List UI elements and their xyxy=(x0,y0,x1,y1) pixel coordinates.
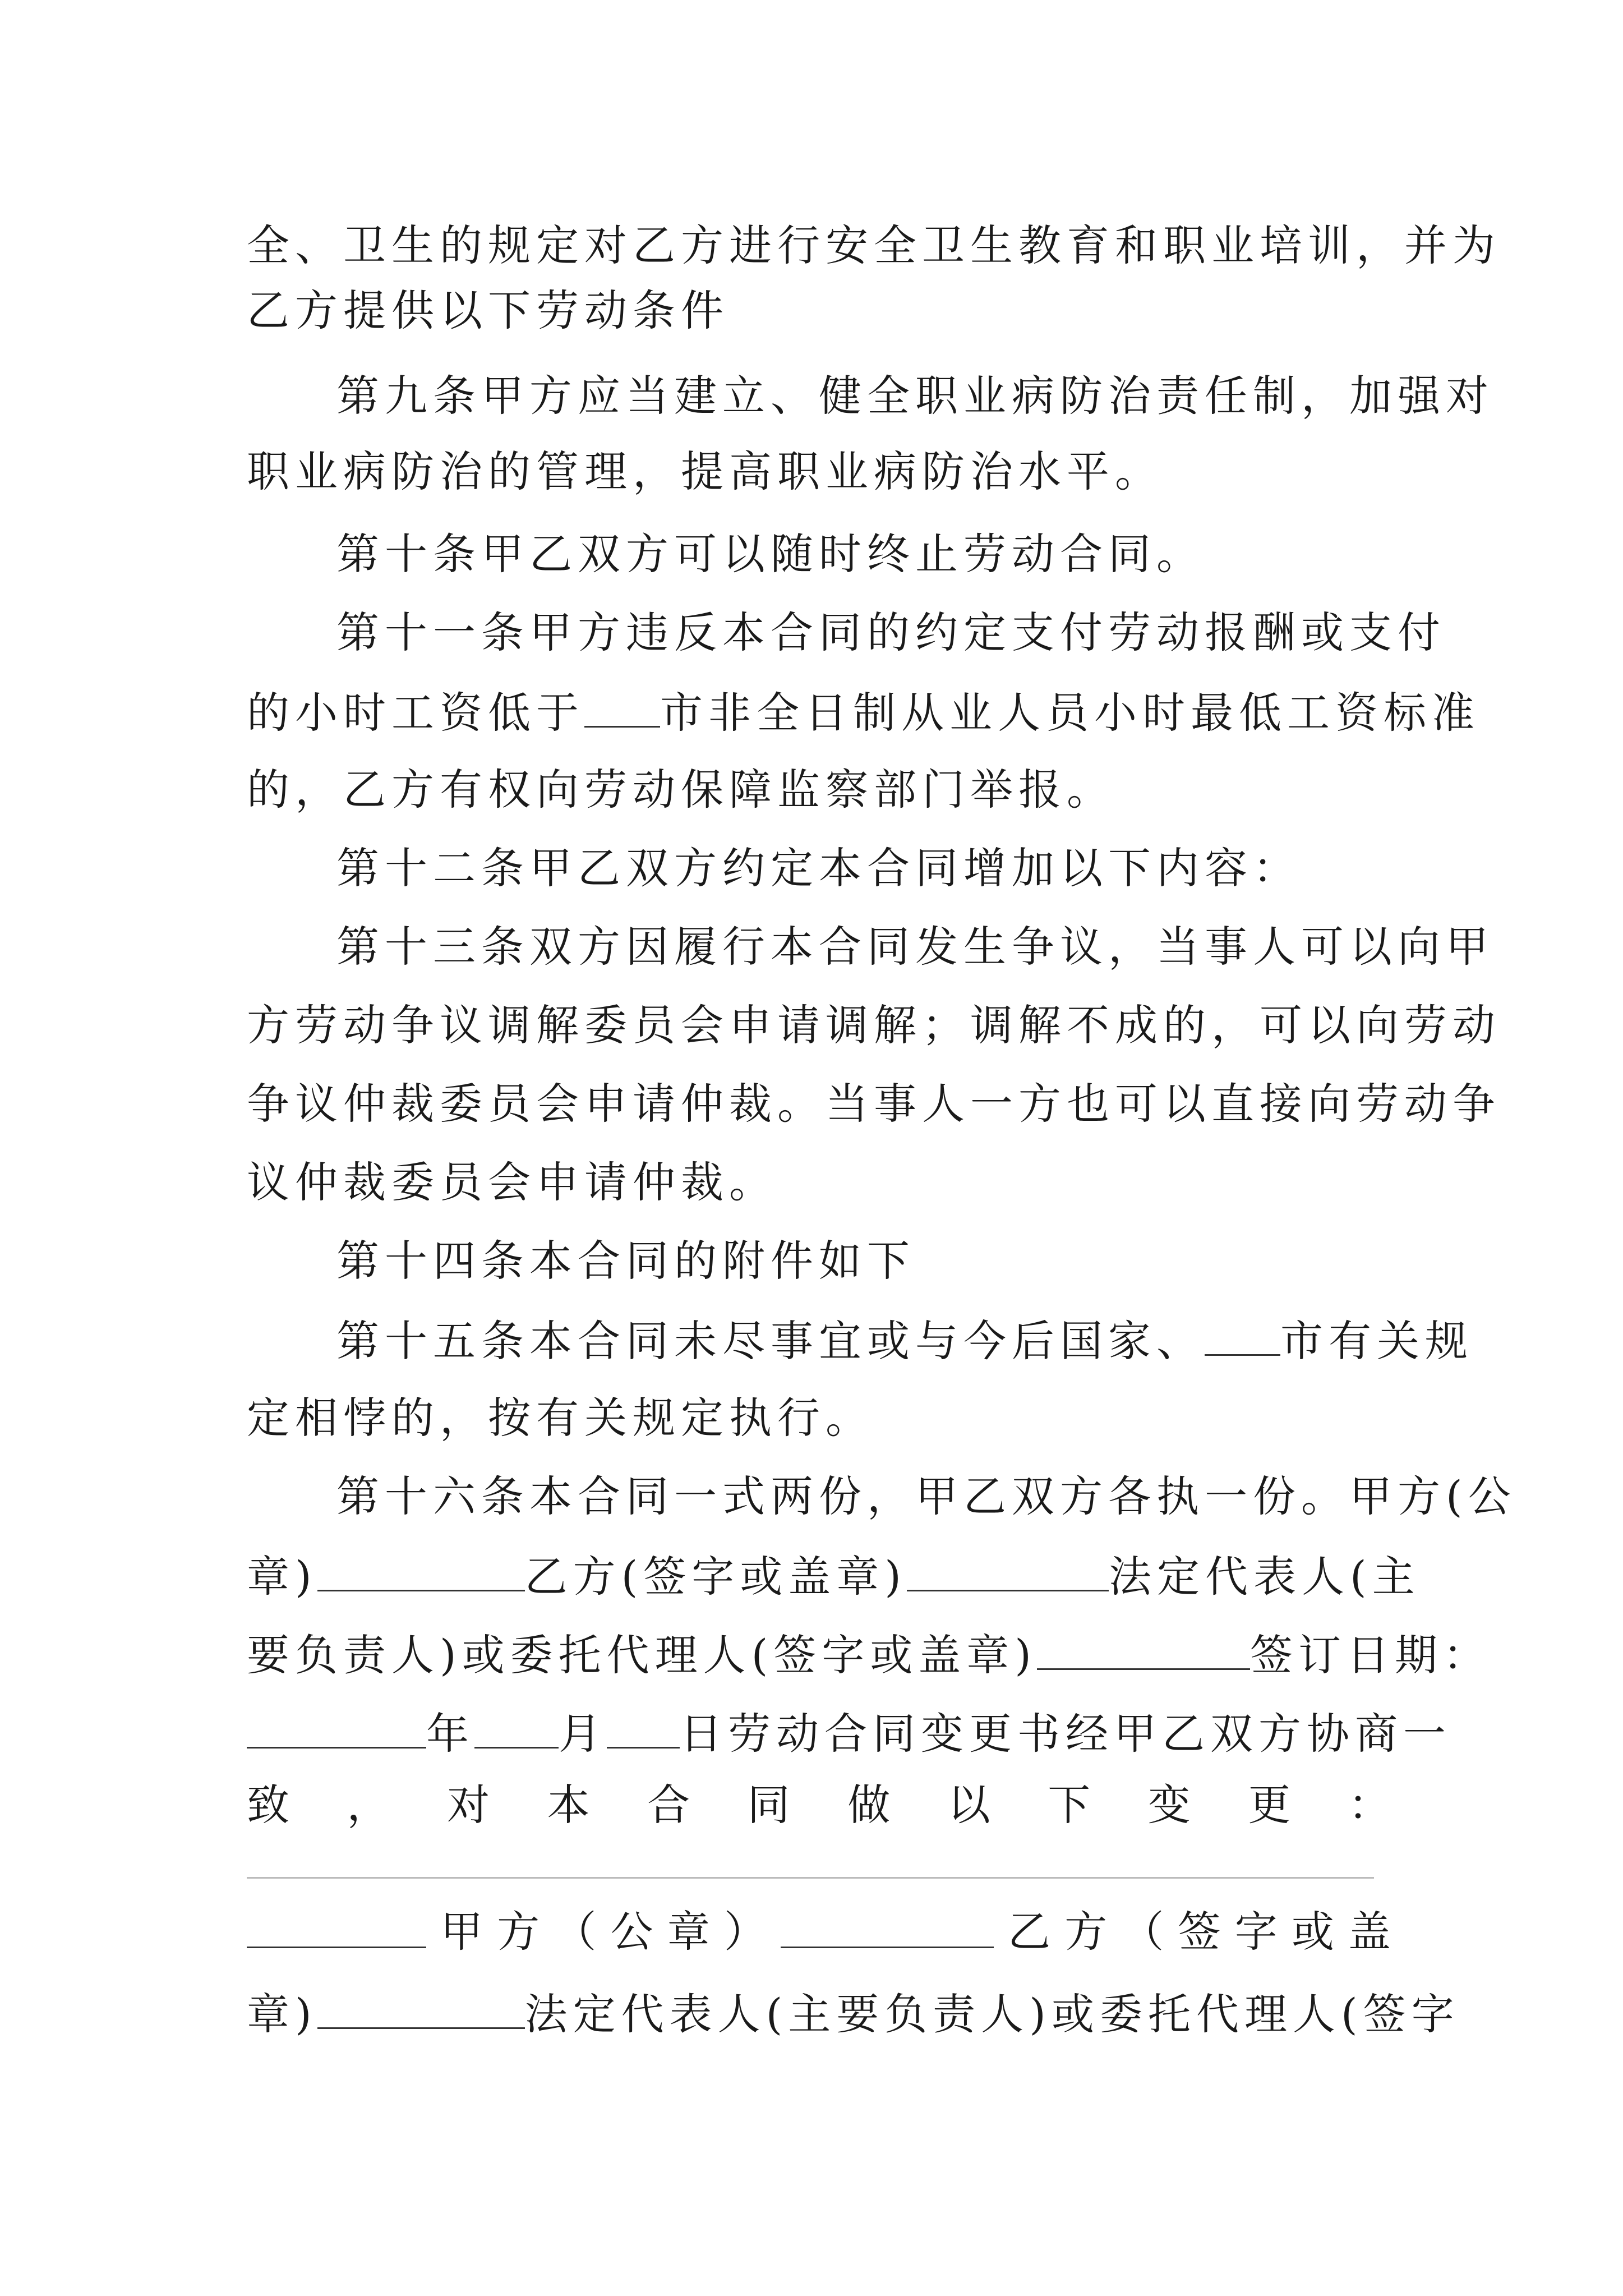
char: 甲 xyxy=(440,1907,483,1957)
blank-field xyxy=(907,1549,1109,1591)
char: 乙 xyxy=(1008,1907,1051,1957)
text-line: 议仲裁委员会申请仲裁。 xyxy=(247,1157,777,1207)
article-12: 第十二条甲乙双方约定本合同增加以下内容： xyxy=(336,843,1301,893)
text-segment: 法定代表人(主要负责人)或委托代理人(签字 xyxy=(524,1989,1460,2039)
text-segment: 的小时工资低于 xyxy=(247,688,584,738)
char: 对 xyxy=(447,1780,490,1830)
text-segment: 日劳动合同变更书经甲乙双方协商一 xyxy=(680,1709,1451,1759)
article-14: 第十四条本合同的附件如下 xyxy=(336,1236,915,1286)
text-segment: 第十五条本合同未尽事宜或与今后国家、 xyxy=(336,1316,1205,1366)
text-segment: 要负责人)或委托代理人(签字或盖章) xyxy=(247,1630,1037,1680)
char: ， xyxy=(347,1780,390,1830)
blank-field xyxy=(247,1706,426,1749)
char: （ xyxy=(1121,1907,1164,1957)
char: 方 xyxy=(1064,1907,1108,1957)
char: 致 xyxy=(247,1780,289,1830)
blank-field xyxy=(317,1987,525,2029)
text-segment: 法定代表人(主 xyxy=(1108,1552,1421,1602)
article-15 xyxy=(336,1314,1473,1366)
char: （ xyxy=(554,1907,597,1957)
char: ： xyxy=(1348,1780,1391,1830)
blank-field xyxy=(1037,1628,1250,1670)
text-line xyxy=(247,1987,1460,2039)
char: 或 xyxy=(1291,1907,1334,1957)
justified-text-line xyxy=(247,1906,1391,1958)
text-segment: 乙方(签字或盖章) xyxy=(524,1552,907,1602)
text-line xyxy=(247,685,1480,738)
blank-rule xyxy=(247,1877,1374,1879)
article-10: 第十条甲乙双方可以随时终止劳动合同。 xyxy=(336,529,1205,579)
article-11: 第十一条甲方违反本合同的约定支付劳动报酬或支付 xyxy=(336,608,1446,657)
text-segment: 市非全日制从业人员小时最低工资标准 xyxy=(660,688,1480,738)
char: 盖 xyxy=(1348,1907,1391,1957)
text-line xyxy=(247,1549,1421,1602)
text-line: 方劳动争议调解委员会申请调解；调解不成的，可以向劳动 xyxy=(247,1000,1501,1050)
text-line: 职业病防治的管理，提高职业病防治水平。 xyxy=(247,447,1163,496)
text-segment: 章) xyxy=(247,1552,317,1602)
blank-field xyxy=(607,1706,680,1749)
text-segment: 年 xyxy=(426,1709,474,1759)
char: ） xyxy=(723,1907,767,1957)
char: 方 xyxy=(497,1907,540,1957)
char: 变 xyxy=(1147,1780,1191,1830)
text-line xyxy=(247,1628,1491,1680)
blank-field xyxy=(584,685,660,728)
text-line: 乙方提供以下劳动条件 xyxy=(247,286,729,335)
text-line: 的，乙方有权向劳动保障监察部门举报。 xyxy=(247,765,1115,815)
text-line: 争议仲裁委员会申请仲裁。当事人一方也可以直接向劳动争 xyxy=(247,1079,1501,1129)
char: 字 xyxy=(1234,1907,1278,1957)
char: 同 xyxy=(747,1780,790,1830)
text-segment: 章) xyxy=(247,1989,317,2039)
blank-field xyxy=(1205,1314,1280,1356)
text-line xyxy=(247,1706,1451,1759)
text-line: 全、卫生的规定对乙方进行安全卫生教育和职业培训，并为 xyxy=(247,220,1501,270)
char: 下 xyxy=(1048,1780,1091,1830)
char: 公 xyxy=(610,1907,653,1957)
text-segment: 月 xyxy=(559,1709,607,1759)
text-segment: 市有关规 xyxy=(1280,1316,1473,1366)
char: 合 xyxy=(647,1780,690,1830)
text-line: 定相悖的，按有关规定执行。 xyxy=(247,1393,874,1443)
article-16: 第十六条本合同一式两份，甲乙双方各执一份。甲方(公 xyxy=(336,1471,1516,1521)
char: 以 xyxy=(947,1780,990,1830)
char: 更 xyxy=(1248,1780,1291,1830)
blank-field xyxy=(781,1906,994,1948)
blank-field xyxy=(247,1906,426,1948)
char: 做 xyxy=(847,1780,891,1830)
justified-text-line xyxy=(247,1779,1391,1831)
blank-field xyxy=(474,1706,559,1749)
char: 签 xyxy=(1178,1907,1221,1957)
char: 本 xyxy=(547,1780,590,1830)
article-9: 第九条甲方应当建立、健全职业病防治责任制，加强对 xyxy=(336,371,1494,421)
char: 章 xyxy=(667,1907,710,1957)
text-segment: 签订日期： xyxy=(1249,1630,1491,1680)
article-13: 第十三条双方因履行本合同发生争议，当事人可以向甲 xyxy=(336,922,1494,972)
blank-field xyxy=(317,1549,525,1591)
